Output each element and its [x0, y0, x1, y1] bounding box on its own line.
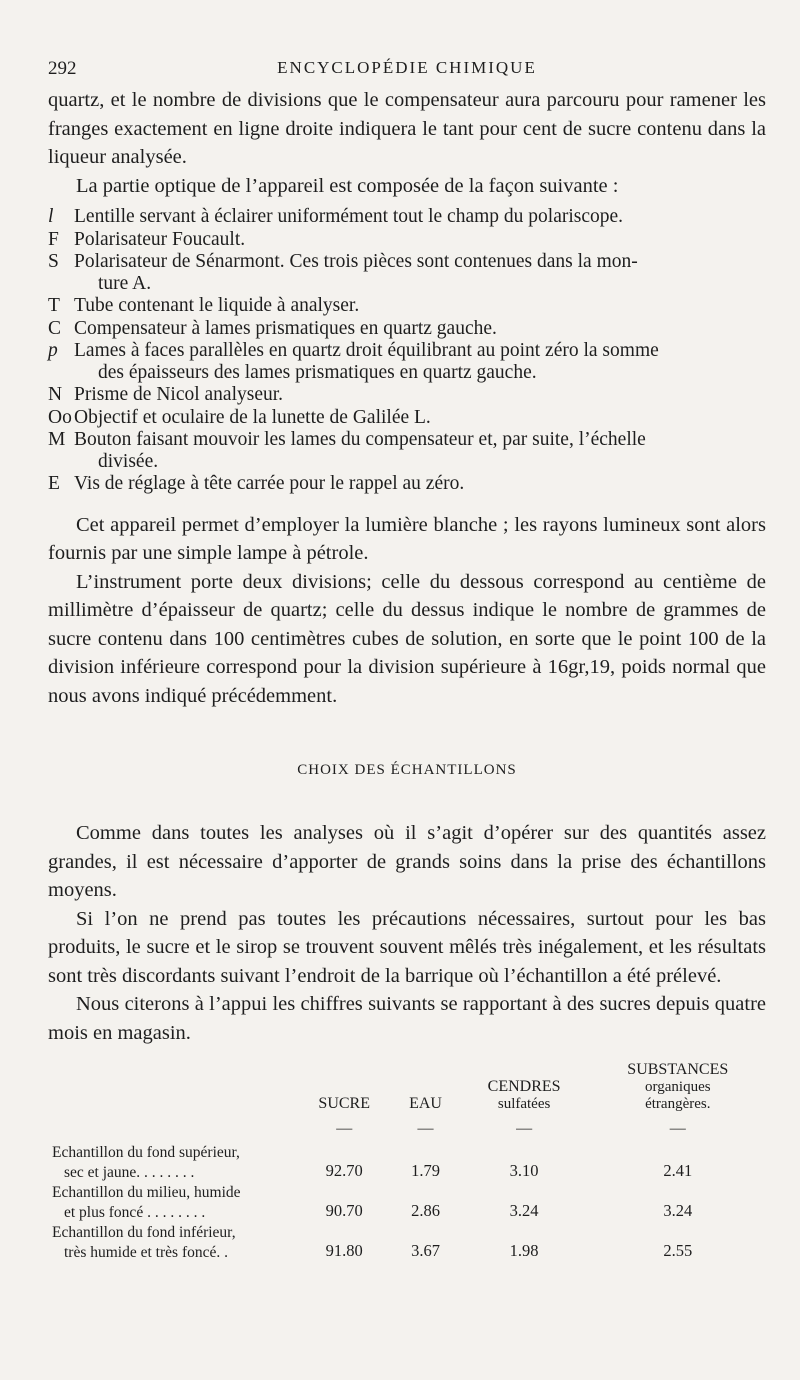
legend-text: Bouton faisant mouvoir les lames du compensateur et, par suite, l’échelle [74, 429, 646, 450]
legend-item [48, 318, 766, 340]
legend-text: Polarisateur de Sénarmont. Ces trois pièces sont contenues dans la mon- [74, 251, 638, 272]
table-row [48, 1143, 766, 1183]
dash: — [336, 1120, 353, 1137]
paragraph-optics-intro: La partie optique de l’appareil est composée de la façon suivante : [76, 174, 619, 197]
cell-cendres: 1.98 [509, 1241, 539, 1260]
table-header-sucre: SUCRE [318, 1095, 370, 1112]
paragraph-figures: Nous citerons à l’appui les chiffres suivants se rapportant à des sucres depuis quatre mois en magasin. [48, 993, 766, 1044]
cell-eau: 2.86 [411, 1201, 440, 1220]
section-title: CHOIX DES ÉCHANTILLONS [297, 762, 517, 778]
cell-cendres: 3.24 [509, 1201, 539, 1220]
row-label: Echantillon du fond inférieur, très humide et très foncé. . [52, 1224, 236, 1261]
legend-key: Oo [48, 406, 72, 428]
legend-text: Tube contenant le liquide à analyser. [74, 295, 360, 316]
legend-key: C [48, 317, 62, 339]
legend-key: F [48, 228, 59, 250]
legend-text: Polarisateur Foucault. [74, 228, 246, 250]
table-header-substances: SUBSTANCES organiques étrangères. [627, 1061, 729, 1112]
table-header-eau: EAU [409, 1095, 442, 1112]
table-header-cendres: CENDRES sulfatées [487, 1078, 561, 1112]
legend-item [48, 251, 766, 294]
table-header-row [48, 1061, 766, 1119]
running-title: ENCYCLOPÉDIE CHIMIQUE [277, 58, 537, 77]
legend-text: Objectif et oculaire de la lunette de Galilée L. [74, 406, 431, 428]
paragraph-continuation: quartz, et le nombre de divisions que le compensateur aura parcouru pour ramener les franges exactement en ligne droite indiquera le tant pour cent de sucre contenu dans la liqueur analysée. [48, 89, 766, 168]
legend-key: l [48, 206, 54, 227]
legend-item [48, 229, 766, 251]
table-dash-row [48, 1119, 766, 1143]
table-row [48, 1183, 766, 1223]
book-page [48, 52, 766, 1263]
legend-text-continued: divisée. [98, 450, 159, 472]
dash: — [417, 1120, 434, 1137]
paragraph-sampling: Comme dans toutes les analyses où il s’agit d’opérer sur des quantités assez grandes, il est nécessaire d’apporter de grands soins dans la prise des échantillons moyens. [48, 822, 766, 901]
sample-analysis-table [48, 1061, 766, 1263]
cell-cendres: 3.10 [509, 1161, 539, 1180]
cell-substances: 3.24 [663, 1201, 693, 1220]
legend-item [48, 384, 766, 406]
legend-item [48, 295, 766, 317]
legend-item [48, 340, 766, 383]
cell-eau: 3.67 [411, 1241, 440, 1260]
cell-substances: 2.41 [663, 1161, 693, 1180]
cell-substances: 2.55 [663, 1241, 693, 1260]
dash: — [516, 1120, 533, 1137]
page-number: 292 [48, 58, 77, 79]
legend-key: M [48, 429, 66, 450]
legend-text-continued: des épaisseurs des lames prismatiques en quartz gauche. [98, 361, 537, 383]
row-label: Echantillon du fond supérieur, sec et jaune. . . . . . . . [52, 1144, 240, 1181]
legend-key: E [48, 473, 60, 494]
legend-text: Lames à faces parallèles en quartz droit équilibrant au point zéro la somme [74, 340, 659, 361]
row-label: Echantillon du milieu, humide et plus foncé . . . . . . . . [52, 1184, 241, 1221]
paragraph-divisions: L’instrument porte deux divisions; celle du dessous correspond au centième de millimètre d’épaisseur de quartz; celle du dessus indique le nombre de grammes de sucre contenu dans 100 centimètres cubes de solution, en sorte que le point 100 de la division inférieure correspond pour la division supérieure à 16gr,19, poids normal que nous avons indiqué précédemment. [48, 570, 766, 707]
cell-eau: 1.79 [411, 1161, 440, 1180]
legend-key: N [48, 384, 63, 405]
legend-text: Lentille servant à éclairer uniformément tout le champ du polariscope. [74, 206, 624, 227]
legend-text: Vis de réglage à tête carrée pour le rappel au zéro. [74, 473, 465, 494]
legend-text-continued: ture A. [98, 272, 152, 294]
optical-parts-legend [48, 206, 766, 495]
dash: — [669, 1120, 686, 1137]
legend-key: S [48, 251, 59, 272]
legend-item [48, 407, 766, 429]
legend-item [48, 473, 766, 495]
legend-text: Compensateur à lames prismatiques en quartz gauche. [74, 317, 497, 339]
cell-sucre: 92.70 [325, 1161, 363, 1180]
paragraph-precautions: Si l’on ne prend pas toutes les précautions nécessaires, surtout pour les bas produits, le sucre et le sirop se trouvent souvent mêlés très inégalement, et les résultats sont très discordants suivant l’endroit de la barrique où l’échantillon a été prélevé. [48, 907, 766, 987]
legend-text: Prisme de Nicol analyseur. [74, 384, 284, 405]
legend-key: p [48, 340, 58, 361]
cell-sucre: 90.70 [325, 1201, 363, 1220]
table-row [48, 1223, 766, 1263]
paragraph-white-light: Cet appareil permet d’employer la lumière blanche ; les rayons lumineux sont alors fournis par une simple lampe à pétrole. [48, 513, 766, 564]
table-header-blank [48, 1061, 296, 1119]
cell-sucre: 91.80 [325, 1241, 363, 1260]
legend-item [48, 429, 766, 472]
legend-item [48, 206, 766, 228]
page-header [48, 52, 766, 86]
legend-key: T [48, 295, 60, 316]
